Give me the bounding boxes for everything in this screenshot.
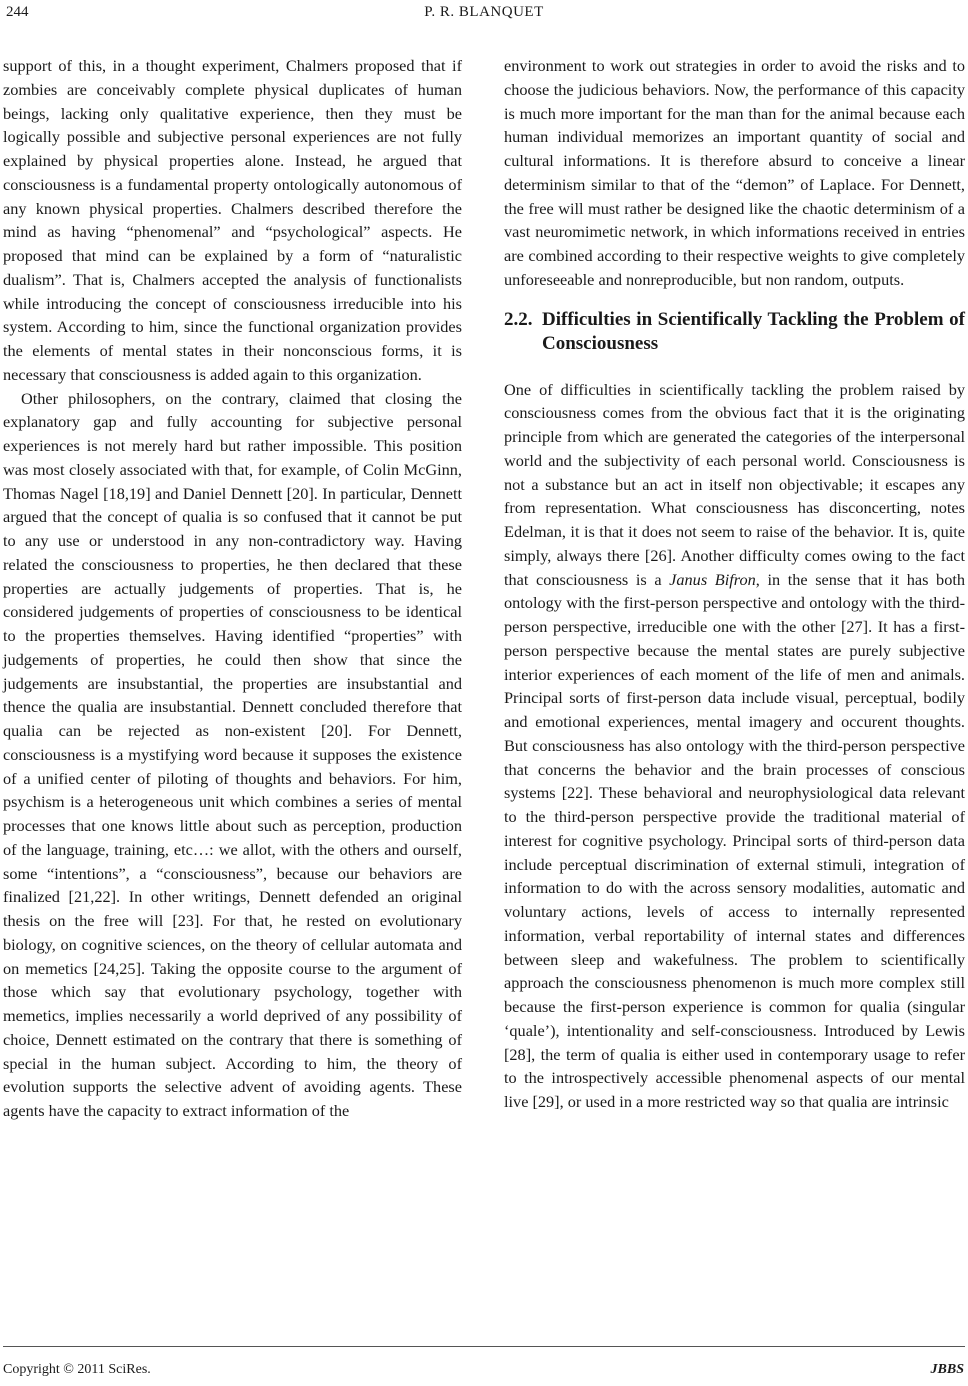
right-column [504, 54, 965, 1114]
section-heading [504, 308, 965, 356]
left-paragraph-2: Other philosophers, on the contrary, claimed that closing the explanatory gap and fully accounting for subjective personal experiences is not merely hard but rather impossible. This position was most closely associated with that, for example, of Colin McGinn, Thomas Nagel [18,19] and Daniel Dennett [20]. In particular, Dennett argued that the concept of qualia is so confused that it cannot be put to any use or understood in any non-contradictory way. Having related the consciousness to properties, he then declared that these properties are actually judgements of properties. That is, he considered judgements of properties of consciousness to be identical to the properties themselves. Having identified “properties” with judgements of properties, he could then show that since the judgements are insubstantial, the properties are insubstantial and thence the qualia are insubstantial. Dennett concluded therefore that qualia can be rejected as non-existent [20]. For Dennett, consciousness is a mystifying word because it supposes the existence of a unified center of piloting of thoughts and behaviors. For him, psychism is a heterogeneous unit which combines a series of mental processes that one knows little about such as perception, production of the language, training, etc…: we allot, with the others and ourself, some “intentions”, a “consciousness”, because our behaviors are finalized [21,22]. In other writings, Dennett defended an original thesis on the free will [23]. For that, he rested on evolutionary biology, on cognitive sciences, on the theory of cellular automata and on memetics [24,25]. Taking the opposite course to the argument of those which say that evolutionary psychology, together with memetics, implies necessarily a world deprived of any possibility of choice, Dennett estimated on the contrary that there is something of special in the human subject. According to him, the theory of evolution supports the selective advent of avoiding agents. These agents have the capacity to extract information of the [3, 388, 462, 1120]
running-head: P. R. BLANQUET [424, 4, 544, 20]
page-number: 244 [6, 4, 29, 20]
footer-divider [3, 1346, 965, 1347]
right-paragraph-2-part-a: One of difficulties in scientifically tackling the problem raised by consciousness comes from the obvious fact that it is the originating principle from which are generated the categories of the interpersonal world and the subjectivity of each personal world. Consciousness is not a substance but an act in itself non objectivable; it escapes any from representation. What consciousness has disconcerting, notes Edelman, it is that it does not seem to raise of the behavior. It is, quite simply, always there [26]. Another difficulty comes owing to the fact that consciousness is a [504, 379, 965, 589]
janus-bifron-term: Janus Bifron [669, 569, 756, 589]
section-title: Difficulties in Scientifically Tackling the Problem of Consciousness [542, 308, 965, 354]
left-column [3, 54, 462, 1123]
right-paragraph-1: environment to work out strategies in order to avoid the risks and to choose the judicious behaviors. Now, the performance of this capacity is much more important for the man than for the animal because each human individual memorizes an important quantity of social and cultural informations. It is therefore absurd to conceive a linear determinism similar to that of the “demon” of Laplace. For Dennett, the free will must rather be designed like the chaotic determinism of a vast neuromimetic network, in which informations received in entries are combined according to their respective weights to give completely unforeseeable and nonreproducible, but non random, outputs. [504, 56, 965, 289]
journal-abbreviation: JBBS [930, 1362, 964, 1377]
right-paragraph-2-part-b: , in the sense that it has both ontology with the first-person perspective and ontology with the third-person perspective, irreducible one with the other [27]. It has a first-person perspective because the mental states are purely subjective interior experiences of each moment of the life of men and animals. Principal sorts of first-person data include visual, perceptual, bodily and emotional experiences, mental imagery and occurent thoughts. But consciousness has also ontology with the third-person perspective that concerns the behavior and the brain processes of conscious systems [22]. These behavioral and neurophysiological data relevant to the third-person perspective provide the traditional material of interest for cognitive psychology. Principal sorts of third-person data include perceptual discrimination of external stimuli, integration of information to do with the across sensory modalities, automatic and voluntary actions, levels of access to internally represented information, verbal reportability of internal states and differences between sleep and wakefulness. The problem to scientifically approach the consciousness phenomenon is much more complex still because the first-person experience is common for qualia (singular ‘quale’), intentionality and self-consciousness. Introduced by Lewis [28], the term of qualia is either used in contemporary usage to refer to the introspectively accessible phenomenal aspects of our mental live [29], or used in a more restricted way so that qualia are intrinsic [504, 569, 965, 1111]
right-paragraph-2 [504, 378, 965, 1114]
section-number: 2.2. [504, 308, 533, 330]
left-paragraph-1: support of this, in a thought experiment, Chalmers proposed that if zombies are conceivably complete physical duplicates of human beings, lacking only qualitative experience, then they must be logically possible and subjective personal experiences are not fully explained by physical properties alone. Instead, he argued that consciousness is a fundamental property ontologically autonomous of any known physical properties. Chalmers described therefore the mind as having “phenomenal” and “psychological” aspects. He proposed that mind can be explained by a form of “naturalistic dualism”. That is, Chalmers accepted the analysis of functionalists while introducing the concept of consciousness irreducible into his system. According to him, since the functional organization provides the elements of mental states in their nonconscious forms, it is necessary that consciousness is added again to this organization. [3, 56, 462, 384]
page-header [0, 4, 968, 26]
copyright-notice: Copyright © 2011 SciRes. [3, 1362, 151, 1377]
